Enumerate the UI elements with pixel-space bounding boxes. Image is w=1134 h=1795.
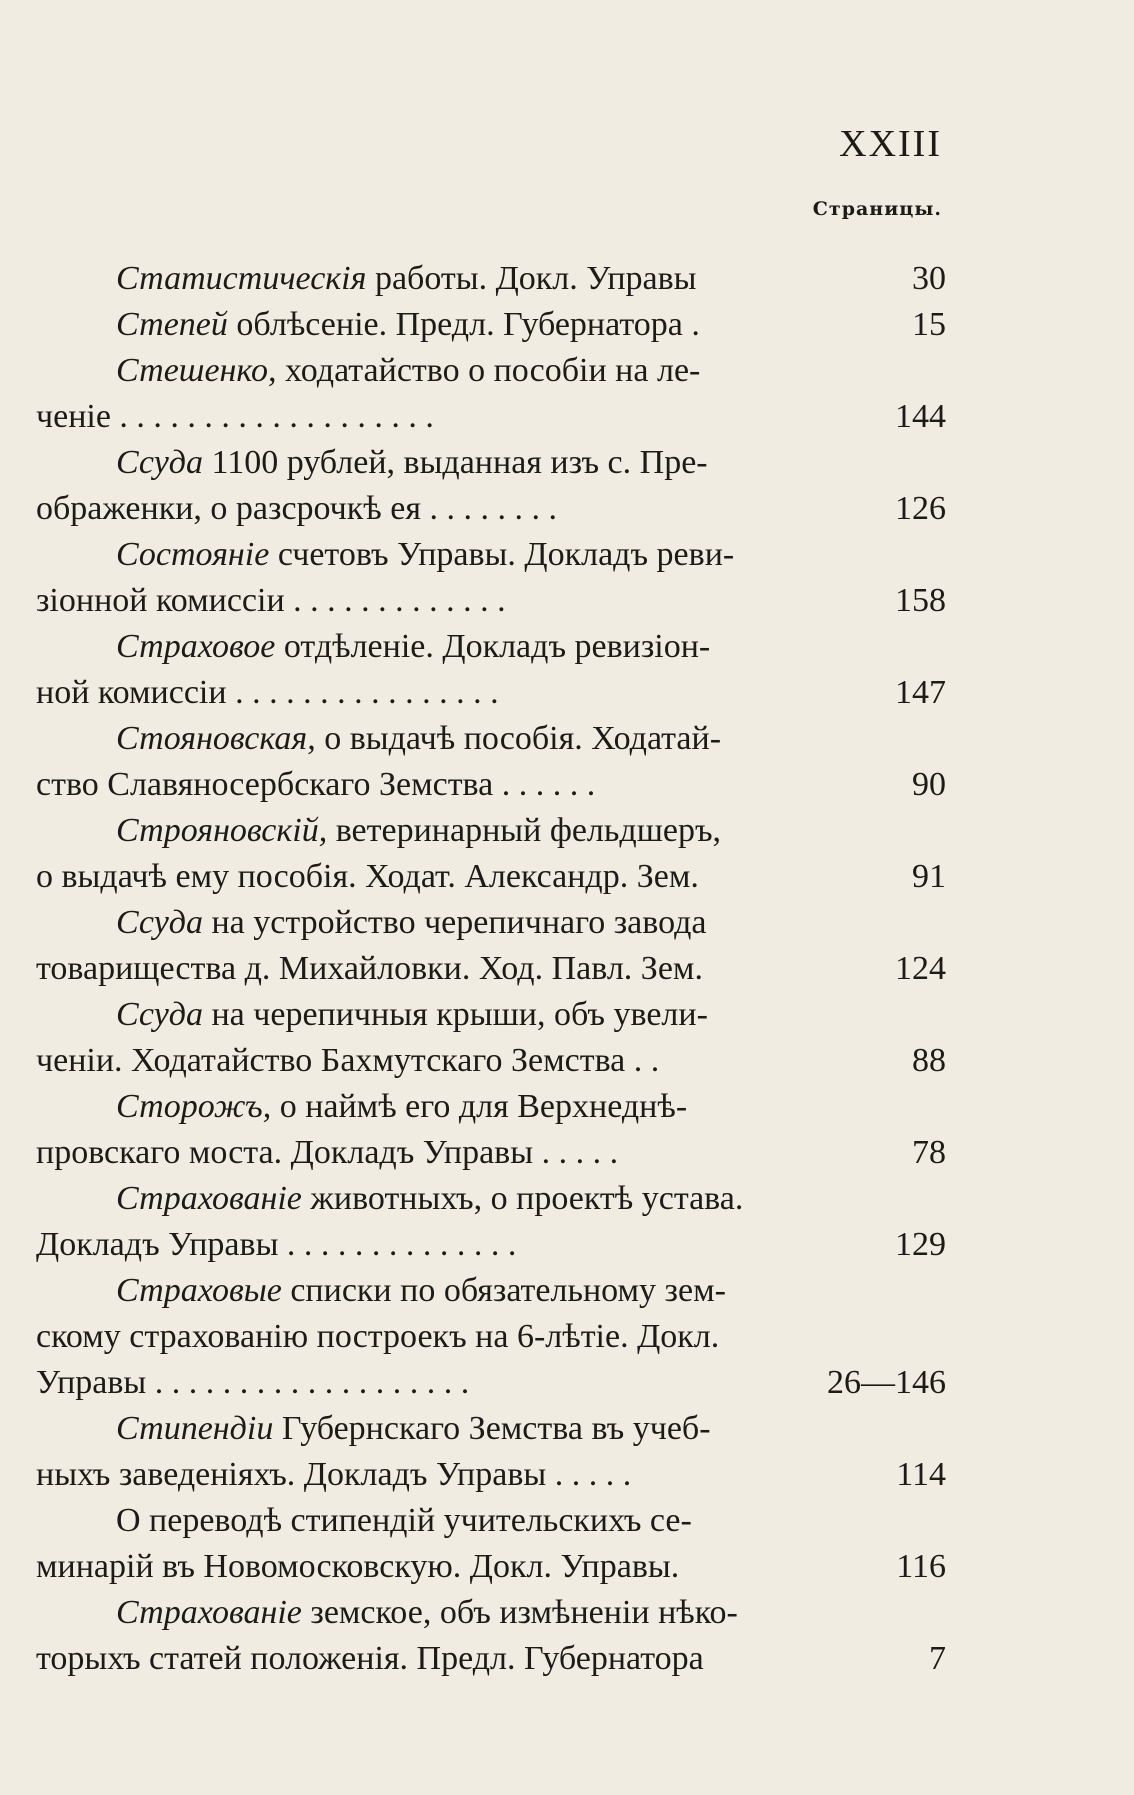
entry-line-text [36,302,796,348]
entry-description: о выдачѣ ему пособія. Ходат. Александр. Зем. [36,858,699,895]
entry-line-text [36,486,796,532]
index-entry-line [36,670,946,716]
entry-line-text [36,1406,796,1452]
entry-description: ображенки, о разсрочкѣ ея . . . . . . . . [36,490,557,527]
index-entry [36,1268,946,1406]
entry-description: скому страхованію построекъ на 6-лѣтіе. Докл. [36,1318,720,1355]
index-entry [36,1084,946,1176]
entry-page-ref: 126 [895,490,946,527]
entry-line-text [36,440,796,486]
entry-line-text [36,578,796,624]
entry-page-ref: 124 [895,950,946,987]
index-entry-line [36,440,946,486]
index-entry-line [36,1268,946,1314]
entry-page-ref: 78 [912,1134,946,1171]
entry-page-ref: 15 [912,306,946,343]
index-entry-line [36,1590,946,1636]
index-entries [36,256,946,1682]
entry-description: зіонной комиссіи . . . . . . . . . . . . . [36,582,506,619]
entry-description: отдѣленіе. Докладъ ревизіон- [283,628,711,665]
entry-line-text [36,1636,796,1682]
index-entry [36,256,946,302]
entry-page-ref: 144 [895,398,946,435]
index-entry-line [36,900,946,946]
entry-page-ref: 158 [895,582,946,619]
index-entry-line [36,256,946,302]
entry-page-ref: 88 [912,1042,946,1079]
entry-description: Губернскаго Земства въ учеб- [281,1410,711,1447]
index-entry-line [36,762,946,808]
entry-term: Стипендіи [116,1410,274,1447]
index-entry [36,900,946,992]
index-entry [36,716,946,808]
entry-line-text [36,348,796,394]
index-entry-line [36,808,946,854]
entry-term: Страхованіе [116,1180,302,1217]
entry-line-text [36,624,796,670]
entry-term: Ссуда [116,904,203,941]
index-entry-line [36,1176,946,1222]
entry-line-text [36,946,796,992]
entry-line-text [36,1544,796,1590]
entry-term: Стешенко, [116,352,277,389]
index-entry [36,440,946,532]
entry-description: ходатайство о пособіи на ле- [285,352,701,389]
index-entry-line [36,1038,946,1084]
entry-line-text [36,1176,796,1222]
entry-page-ref: 30 [912,260,946,297]
entry-line-text [36,854,796,900]
index-entry [36,348,946,440]
entry-line-text [36,1038,796,1084]
index-entry-line [36,302,946,348]
entry-description: Докладъ Управы . . . . . . . . . . . . . . [36,1226,517,1263]
entry-line-text [36,1268,796,1314]
index-entry-line [36,1314,946,1360]
entry-line-text [36,716,796,762]
entry-line-text [36,1084,796,1130]
entry-term: Статистическія [116,260,367,297]
index-entry-line [36,1452,946,1498]
index-entry-line [36,992,946,1038]
index-entry-line [36,1130,946,1176]
index-entry-line [36,854,946,900]
entry-description: товарищества д. Михайловки. Ход. Павл. Зем. [36,950,703,987]
entry-description: земское, объ измѣненіи нѣко- [310,1594,738,1631]
entry-line-text [36,1130,796,1176]
entry-term: Сторожъ, [116,1088,272,1125]
entry-description: минарій въ Новомосковскую. Докл. Управы. [36,1548,680,1585]
index-entry [36,808,946,900]
pages-column-header: Страницы. [812,198,942,220]
entry-description: ченіи. Ходатайство Бахмутскаго Земства . . [36,1042,660,1079]
entry-term: Страховые [116,1272,282,1309]
index-entry [36,992,946,1084]
entry-line-text [36,532,796,578]
index-entry-line [36,1084,946,1130]
entry-description: списки по обязательному зем- [290,1272,726,1309]
entry-term: Ссуда [116,444,203,481]
entry-line-text [36,1452,796,1498]
entry-description: ныхъ заведеніяхъ. Докладъ Управы . . . . . [36,1456,632,1493]
entry-description: на черепичныя крыши, объ увели- [211,996,708,1033]
index-entry-line [36,1360,946,1406]
index-entry-line [36,716,946,762]
index-entry [36,1406,946,1498]
entry-page-ref: 147 [895,674,946,711]
entry-line-text [36,992,796,1038]
entry-line-text [36,1360,796,1406]
entry-description: 1100 рублей, выданная изъ с. Пре- [211,444,708,481]
entry-description: О переводѣ стипендій учительскихъ се- [116,1502,692,1539]
entry-line-text [36,670,796,716]
entry-description: провскаго моста. Докладъ Управы . . . . . [36,1134,619,1171]
entry-description: о наймѣ его для Верхнеднѣ- [279,1088,688,1125]
index-entry-line [36,624,946,670]
entry-term: Строяновскій, [116,812,328,849]
entry-line-text [36,256,796,302]
entry-description: ветеринарный фельдшеръ, [335,812,722,849]
entry-description: счетовъ Управы. Докладъ реви- [277,536,735,573]
index-entry-line [36,1222,946,1268]
entry-line-text [36,1314,796,1360]
index-entry-line [36,532,946,578]
index-entry-line [36,1636,946,1682]
entry-term: Ссуда [116,996,203,1033]
entry-line-text [36,1590,796,1636]
entry-term: Стояновская, [116,720,316,757]
entry-description: работы. Докл. Управы [374,260,697,297]
entry-term: Страховое [116,628,276,665]
entry-page-ref: 7 [929,1640,946,1677]
index-entry [36,1176,946,1268]
entry-line-text [36,394,796,440]
entry-description: животныхъ, о проектѣ устава. [310,1180,744,1217]
index-entry [36,1590,946,1682]
index-entry-line [36,348,946,394]
index-entry-line [36,1498,946,1544]
index-entry-line [36,578,946,624]
entry-description: облѣсеніе. Предл. Губернатора . [236,306,700,343]
entry-line-text [36,762,796,808]
entry-page-ref: 114 [896,1456,946,1493]
entry-line-text [36,808,796,854]
entry-page-ref: 26—146 [827,1364,946,1401]
entry-page-ref: 116 [896,1548,946,1585]
entry-description: на устройство черепичнаго завода [211,904,707,941]
entry-description: торыхъ статей положенія. Предл. Губернатора [36,1640,704,1677]
index-entry-line [36,1544,946,1590]
entry-page-ref: 91 [912,858,946,895]
entry-line-text [36,900,796,946]
page-number: XXIII [839,123,942,165]
entry-page-ref: 129 [895,1226,946,1263]
index-entry [36,302,946,348]
entry-description: Управы . . . . . . . . . . . . . . . . . . . [36,1364,470,1401]
index-entry [36,624,946,716]
entry-term: Степей [116,306,228,343]
entry-page-ref: 90 [912,766,946,803]
entry-line-text [36,1498,796,1544]
entry-line-text [36,1222,796,1268]
index-entry-line [36,486,946,532]
index-entry-line [36,1406,946,1452]
index-entry [36,1498,946,1590]
entry-description: о выдачѣ пособія. Ходатай- [324,720,722,757]
index-entry-line [36,394,946,440]
entry-term: Страхованіе [116,1594,302,1631]
index-entry-line [36,946,946,992]
entry-description: ной комиссіи . . . . . . . . . . . . . . . . [36,674,499,711]
index-entry [36,532,946,624]
entry-term: Состояніе [116,536,270,573]
entry-description: ство Славяносербскаго Земства . . . . . . [36,766,596,803]
entry-description: ченіе . . . . . . . . . . . . . . . . . . . [36,398,434,435]
